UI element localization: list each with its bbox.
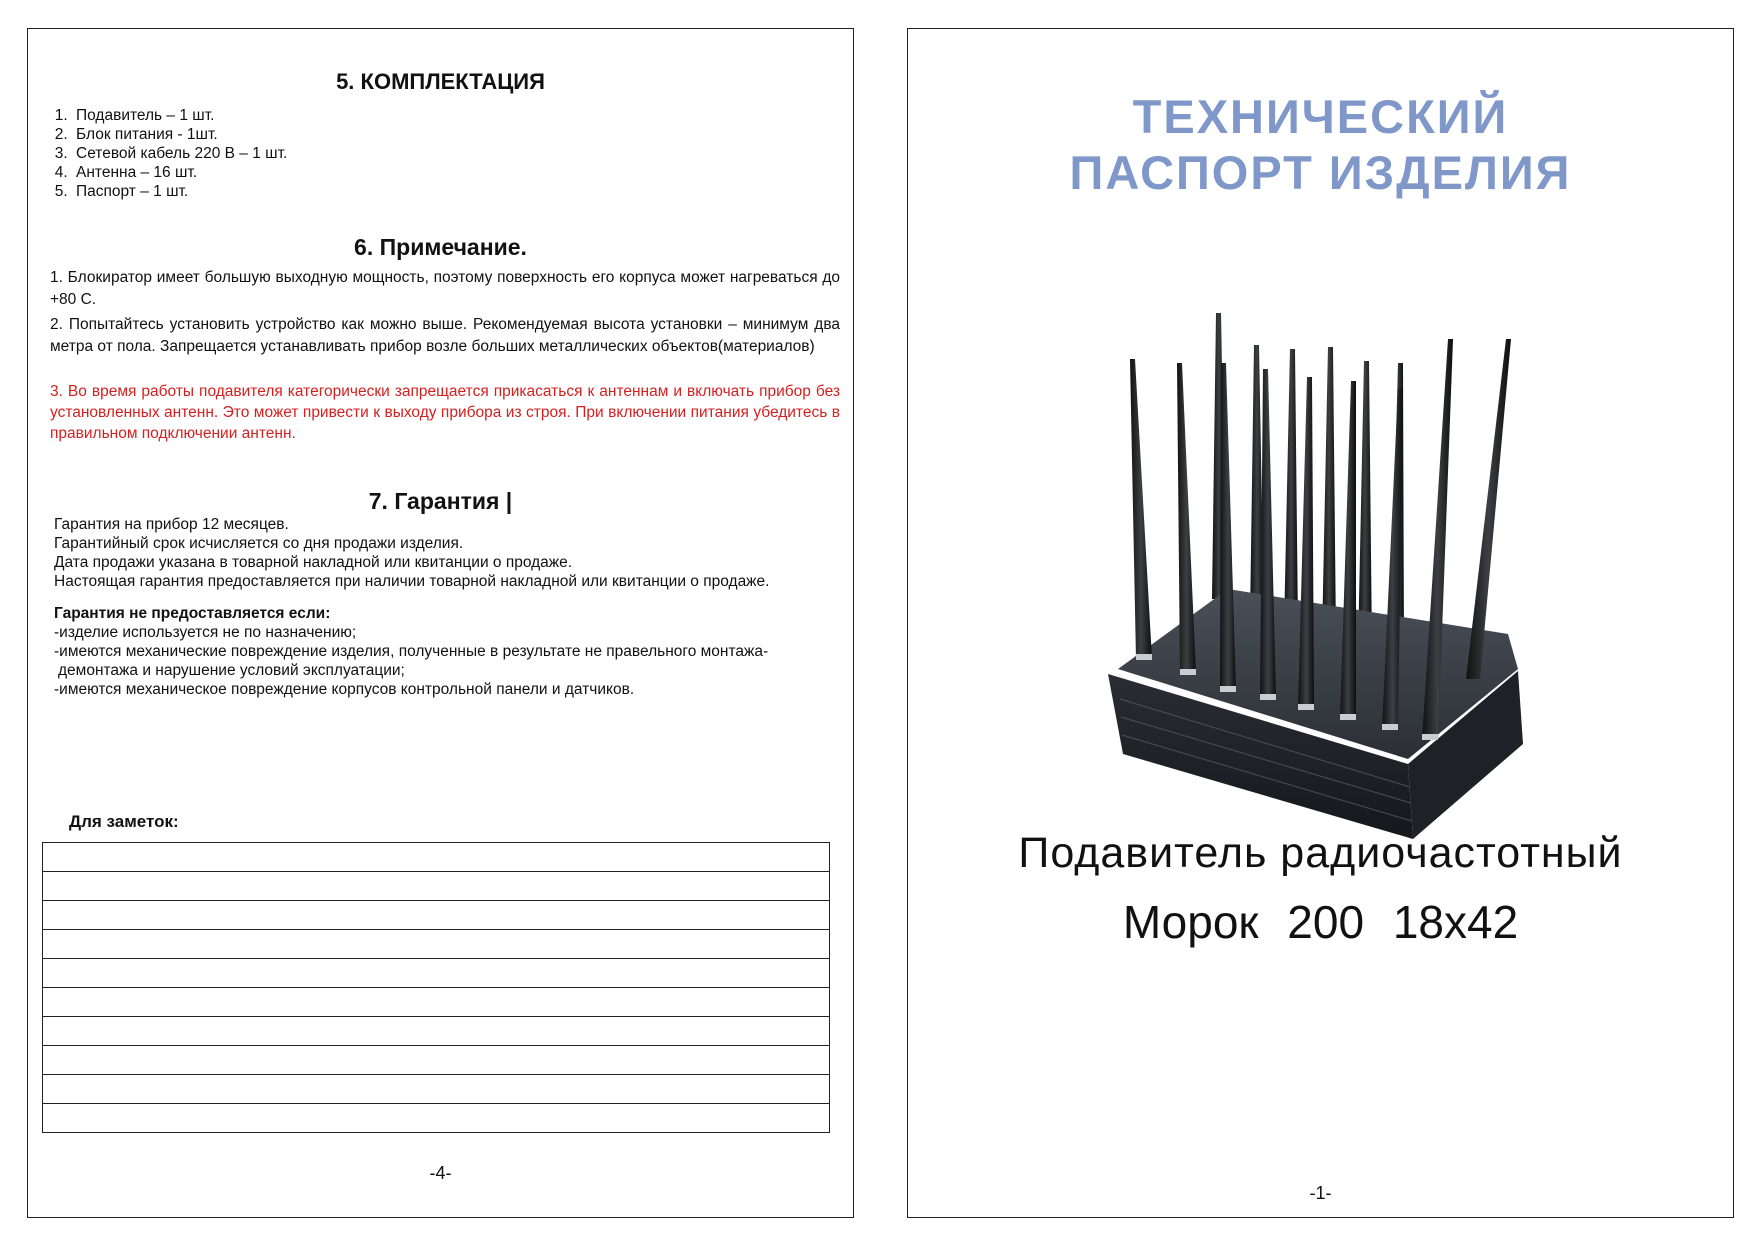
page-number: -1- [1309, 1183, 1332, 1203]
notes-row[interactable] [43, 843, 830, 872]
notes-row[interactable] [43, 1046, 830, 1075]
notes-row[interactable] [43, 988, 830, 1017]
no-warranty-title: Гарантия не предоставляется если: [54, 605, 331, 622]
notes-row[interactable] [43, 959, 830, 988]
list-item: 3. Сетевой кабель 220 В – 1 шт. [72, 144, 287, 163]
page-right [907, 28, 1734, 1218]
list-item: 1. Подавитель – 1 шт. [72, 106, 287, 125]
no-warranty-line: -имеются механическое повреждение корпусов контрольной панели и датчиков. [54, 681, 635, 698]
no-warranty-line: -изделие используется не по назначению; [54, 624, 357, 641]
no-warranty-line: демонтажа и нарушение условий эксплуатации; [58, 662, 405, 679]
note-3-warning: 3. Во время работы подавителя категорически запрещается прикасаться к антеннам и включать прибор без установленных антенн. Это может привести к выходу прибора из строя. При включении питания убедитесь в правильном подключении антенн. [50, 383, 840, 442]
section-6-title: 6. Примечание. [354, 234, 527, 260]
section-5-title: 5. КОМПЛЕКТАЦИЯ [336, 69, 545, 94]
notes-row[interactable] [43, 901, 830, 930]
warranty-text [54, 515, 854, 699]
warranty-line: Настоящая гарантия предоставляется при наличии товарной накладной или квитанции о продаже. [54, 573, 770, 590]
section-7-title: 7. Гарантия | [368, 488, 513, 514]
device-photo [1038, 299, 1598, 899]
notes-row[interactable] [43, 1017, 830, 1046]
notes-row[interactable] [43, 1075, 830, 1104]
warranty-line: Гарантия на прибор 12 месяцев. [54, 516, 289, 533]
warranty-line: Дата продажи указана в товарной накладной или квитанции о продаже. [54, 554, 573, 571]
list-item: 5. Паспорт – 1 шт. [72, 182, 287, 201]
notes-row[interactable] [43, 872, 830, 901]
notes-row[interactable] [43, 1104, 830, 1133]
page-left [27, 28, 854, 1218]
list-item: 4. Антенна – 16 шт. [72, 163, 287, 182]
note-1: 1. Блокиратор имеет большую выходную мощность, поэтому поверхность его корпуса может нагреваться до +80 С. [50, 269, 840, 308]
notes-label: Для заметок: [69, 812, 179, 831]
warranty-line: Гарантийный срок исчисляется со дня продажи изделия. [54, 535, 464, 552]
cover-title-line-2: ПАСПОРТ ИЗДЕЛИЯ [1069, 146, 1572, 199]
product-name: Подавитель радиочастотный [1018, 829, 1623, 877]
package-list [54, 106, 287, 201]
page-number: -4- [429, 1163, 452, 1183]
product-model: Морок 200 18x42 [1122, 896, 1519, 948]
cover-title-line-1: ТЕХНИЧЕСКИЙ [1132, 90, 1509, 143]
note-2: 2. Попытайтесь установить устройство как можно выше. Рекомендуемая высота установки – минимум два метра от пола. Запрещается устанавливать прибор возле больших металлических объектов(материалов) [50, 316, 840, 355]
list-item: 2. Блок питания - 1шт. [72, 125, 287, 144]
notes-row[interactable] [43, 930, 830, 959]
no-warranty-line: -имеются механические повреждение изделия, полученные в результате не правельного монтажа- [54, 643, 769, 660]
notes-table [42, 842, 830, 1133]
